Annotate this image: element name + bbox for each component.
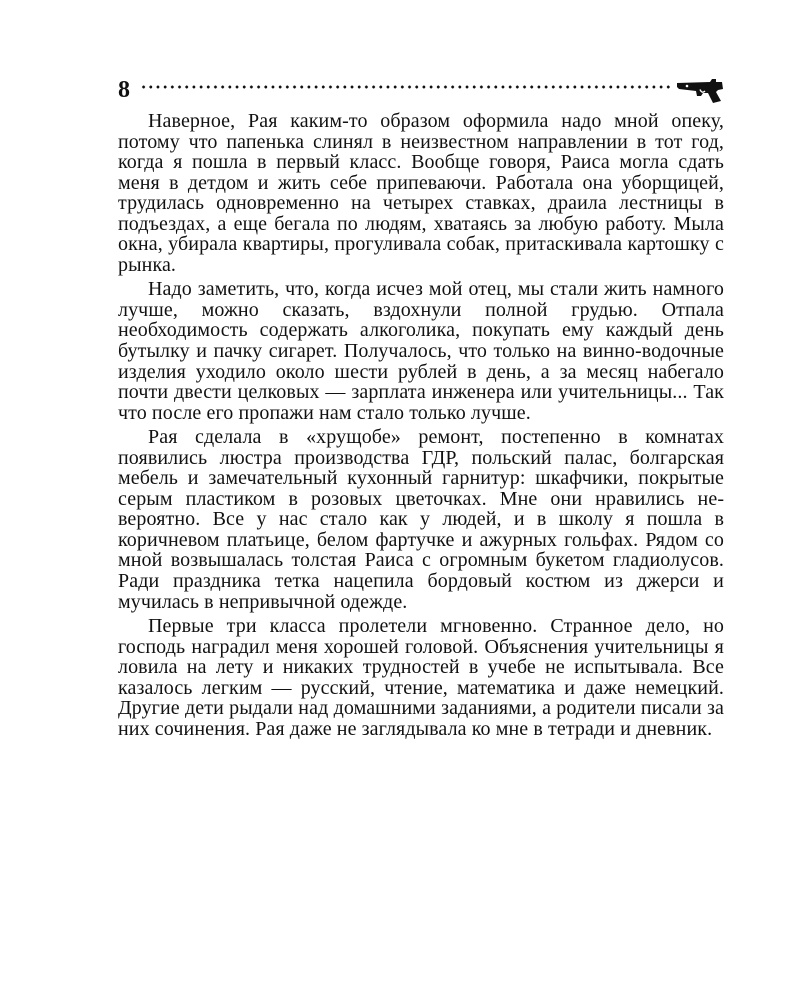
paragraph-3: Рая сделала в «хрущобе» ремонт, постепенно в комнатах появились люстра производства ГДР, польский палас, болгарская мебель и замечательный кухонный гарнитур: шкафчики, покрытые серым пластиком в розовых цветочках. Мне они нравились невероятно. Все у нас стало как у людей, и в школу я пошла в коричневом платьице, белом фартучке и ажурных гольфах. Рядом со мной возвышалась толстая Раиса с огромным букетом гладиолусов. Ради праздника тетка нацепила бордовый костюм из джерси и мучилась в непривычной одежде. (118, 426, 724, 613)
book-page (118, 74, 724, 739)
page-number: 8 (118, 77, 130, 103)
dotted-leader (140, 85, 672, 89)
paragraph-2: Надо заметить, что, когда исчез мой отец, мы стали жить намного лучше, можно сказать, вздохнули полной грудью. Отпала необходимость содержать алкоголика, покупать ему каждый день бутылку и пачку сигарет. Получалось, что только на винно-водочные изделия уходило около шести рублей в день, а за месяц набегало почти двести целковых — зарплата инженера или учительницы... Так что после его пропажи нам стало только лучше. (118, 278, 724, 424)
pistol-icon (676, 74, 724, 104)
body-text (118, 111, 724, 739)
paragraph-4: Первые три класса пролетели мгновенно. Странное дело, но господь наградил меня хорошей головой. Объяснения учительницы я ловила на лету и никаких трудностей в учебе не испытывала. Все казалось легким — русский, чтение, математика и даже немецкий. Другие дети рыдали над домашними заданиями, а родители писали за них сочинения. Рая даже не заглядывала ко мне в тетради и дневник. (118, 615, 724, 740)
running-header (118, 74, 724, 108)
paragraph-1: Наверное, Рая каким-то образом оформила надо мной опеку, потому что папенька слинял в неизвестном направлении в тот год, когда я пошла в первый класс. Вообще говоря, Раиса могла сдать меня в детдом и жить себе припеваючи. Работала она уборщицей, трудилась одновременно на четырех ставках, драила лестницы в подъездах, а еще бегала по людям, хватаясь за любую работу. Мыла окна, убирала квартиры, прогуливала собак, притаскивала картошку с рынка. (118, 110, 724, 276)
